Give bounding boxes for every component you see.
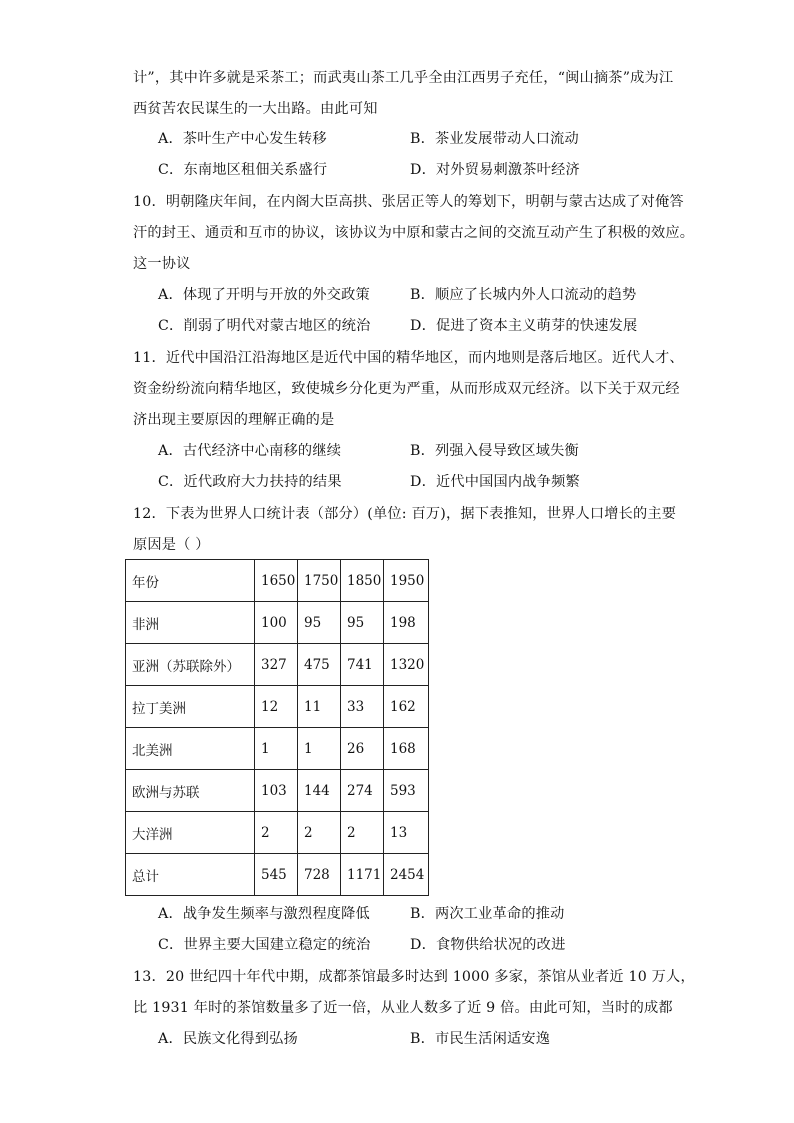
q9-option-d: D．对外贸易刺激茶叶经济	[410, 162, 580, 178]
table-header-cell: 1650	[255, 560, 298, 602]
table-header-cell: 1750	[298, 560, 341, 602]
q10-option-d: D．促进了资本主义萌芽的快速发展	[410, 318, 638, 334]
table-row	[126, 854, 429, 896]
q12-option-a: A．战争发生频率与激烈程度降低	[158, 906, 370, 922]
table-cell: 非洲	[126, 602, 255, 644]
table-row	[126, 686, 429, 728]
table-cell: 总计	[126, 854, 255, 896]
table-cell: 475	[298, 644, 341, 686]
q11-text-line-1: 11．近代中国沿江沿海地区是近代中国的精华地区，而内地则是落后地区。近代人才、	[133, 350, 684, 366]
q11-option-d: D．近代中国国内战争频繁	[410, 474, 580, 490]
q10-text-line-3: 这一协议	[133, 256, 191, 272]
table-cell: 1171	[341, 854, 384, 896]
q9-option-b: B．茶业发展带动人口流动	[410, 131, 579, 147]
table-cell: 1	[298, 728, 341, 770]
q10-text-line-2: 汗的封王、通贡和互市的协议，该协议为中原和蒙古之间的交流互动产生了积极的效应。	[133, 225, 695, 241]
q11-text-line-3: 济出现主要原因的理解正确的是	[133, 412, 335, 428]
table-cell: 2	[255, 812, 298, 854]
table-row	[126, 812, 429, 854]
table-cell: 13	[384, 812, 429, 854]
q12-text-line-1: 12．下表为世界人口统计表（部分）(单位: 百万)，据下表推知，世界人口增长的主要	[133, 506, 677, 522]
table-row	[126, 602, 429, 644]
table-header-row	[126, 560, 429, 602]
table-cell: 741	[341, 644, 384, 686]
table-cell: 1320	[384, 644, 429, 686]
q10-text-line-1: 10．明朝隆庆年间，在内阁大臣高拱、张居正等人的筹划下，明朝与蒙古达成了对俺答	[133, 194, 684, 210]
q10-option-c: C．削弱了明代对蒙古地区的统治	[158, 318, 371, 334]
table-cell: 100	[255, 602, 298, 644]
table-cell: 593	[384, 770, 429, 812]
table-header-cell: 1850	[341, 560, 384, 602]
q11-option-a: A．古代经济中心南移的继续	[158, 443, 342, 459]
table-cell: 1	[255, 728, 298, 770]
table-cell: 274	[341, 770, 384, 812]
q13-text-line-2: 比 1931 年时的茶馆数量多了近一倍，从业人数多了近 9 倍。由此可知，当时的成都	[133, 1000, 673, 1016]
q11-text-line-2: 资金纷纷流向精华地区，致使城乡分化更为严重，从而形成双元经济。以下关于双元经	[133, 381, 680, 397]
table-row	[126, 770, 429, 812]
table-cell: 198	[384, 602, 429, 644]
q12-option-d: D．食物供给状况的改进	[410, 937, 566, 953]
table-row	[126, 644, 429, 686]
q10-option-a: A．体现了开明与开放的外交政策	[158, 287, 370, 303]
table-cell: 168	[384, 728, 429, 770]
table-cell: 11	[298, 686, 341, 728]
table-cell: 95	[341, 602, 384, 644]
q9-text-line-2: 西贫苦农民谋生的一大出路。由此可知	[133, 101, 378, 117]
table-row	[126, 728, 429, 770]
table-cell: 95	[298, 602, 341, 644]
table-cell: 12	[255, 686, 298, 728]
table-cell: 144	[298, 770, 341, 812]
table-cell: 545	[255, 854, 298, 896]
table-cell: 欧洲与苏联	[126, 770, 255, 812]
table-cell: 327	[255, 644, 298, 686]
table-cell: 亚洲（苏联除外）	[126, 644, 255, 686]
table-cell: 拉丁美洲	[126, 686, 255, 728]
table-cell: 2	[341, 812, 384, 854]
table-cell: 2454	[384, 854, 429, 896]
q13-text-line-1: 13．20 世纪四十年代中期，成都茶馆最多时达到 1000 多家，茶馆从业者近 10 万人，	[133, 969, 695, 985]
table-header-cell: 年份	[126, 560, 255, 602]
table-header-cell: 1950	[384, 560, 429, 602]
q12-option-b: B．两次工业革命的推动	[410, 906, 565, 922]
q11-option-c: C．近代政府大力扶持的结果	[158, 474, 342, 490]
q10-option-b: B．顺应了长城内外人口流动的趋势	[410, 287, 637, 303]
table-cell: 103	[255, 770, 298, 812]
q12-option-c: C．世界主要大国建立稳定的统治	[158, 937, 371, 953]
table-cell: 北美洲	[126, 728, 255, 770]
table-cell: 33	[341, 686, 384, 728]
q9-option-c: C．东南地区租佃关系盛行	[158, 162, 328, 178]
table-cell: 26	[341, 728, 384, 770]
q13-option-a: A．民族文化得到弘扬	[158, 1031, 298, 1047]
table-cell: 728	[298, 854, 341, 896]
population-table	[125, 559, 429, 896]
q12-text-line-2: 原因是（ ）	[133, 537, 210, 553]
q9-option-a: A．茶叶生产中心发生转移	[158, 131, 327, 147]
table-cell: 2	[298, 812, 341, 854]
q9-text-line-1: 计”，其中许多就是采茶工；而武夷山茶工几乎全由江西男子充任，“闽山摘茶”成为江	[133, 70, 674, 86]
table-cell: 162	[384, 686, 429, 728]
q11-option-b: B．列强入侵导致区域失衡	[410, 443, 579, 459]
table-cell: 大洋洲	[126, 812, 255, 854]
q13-option-b: B．市民生活闲适安逸	[410, 1031, 551, 1047]
